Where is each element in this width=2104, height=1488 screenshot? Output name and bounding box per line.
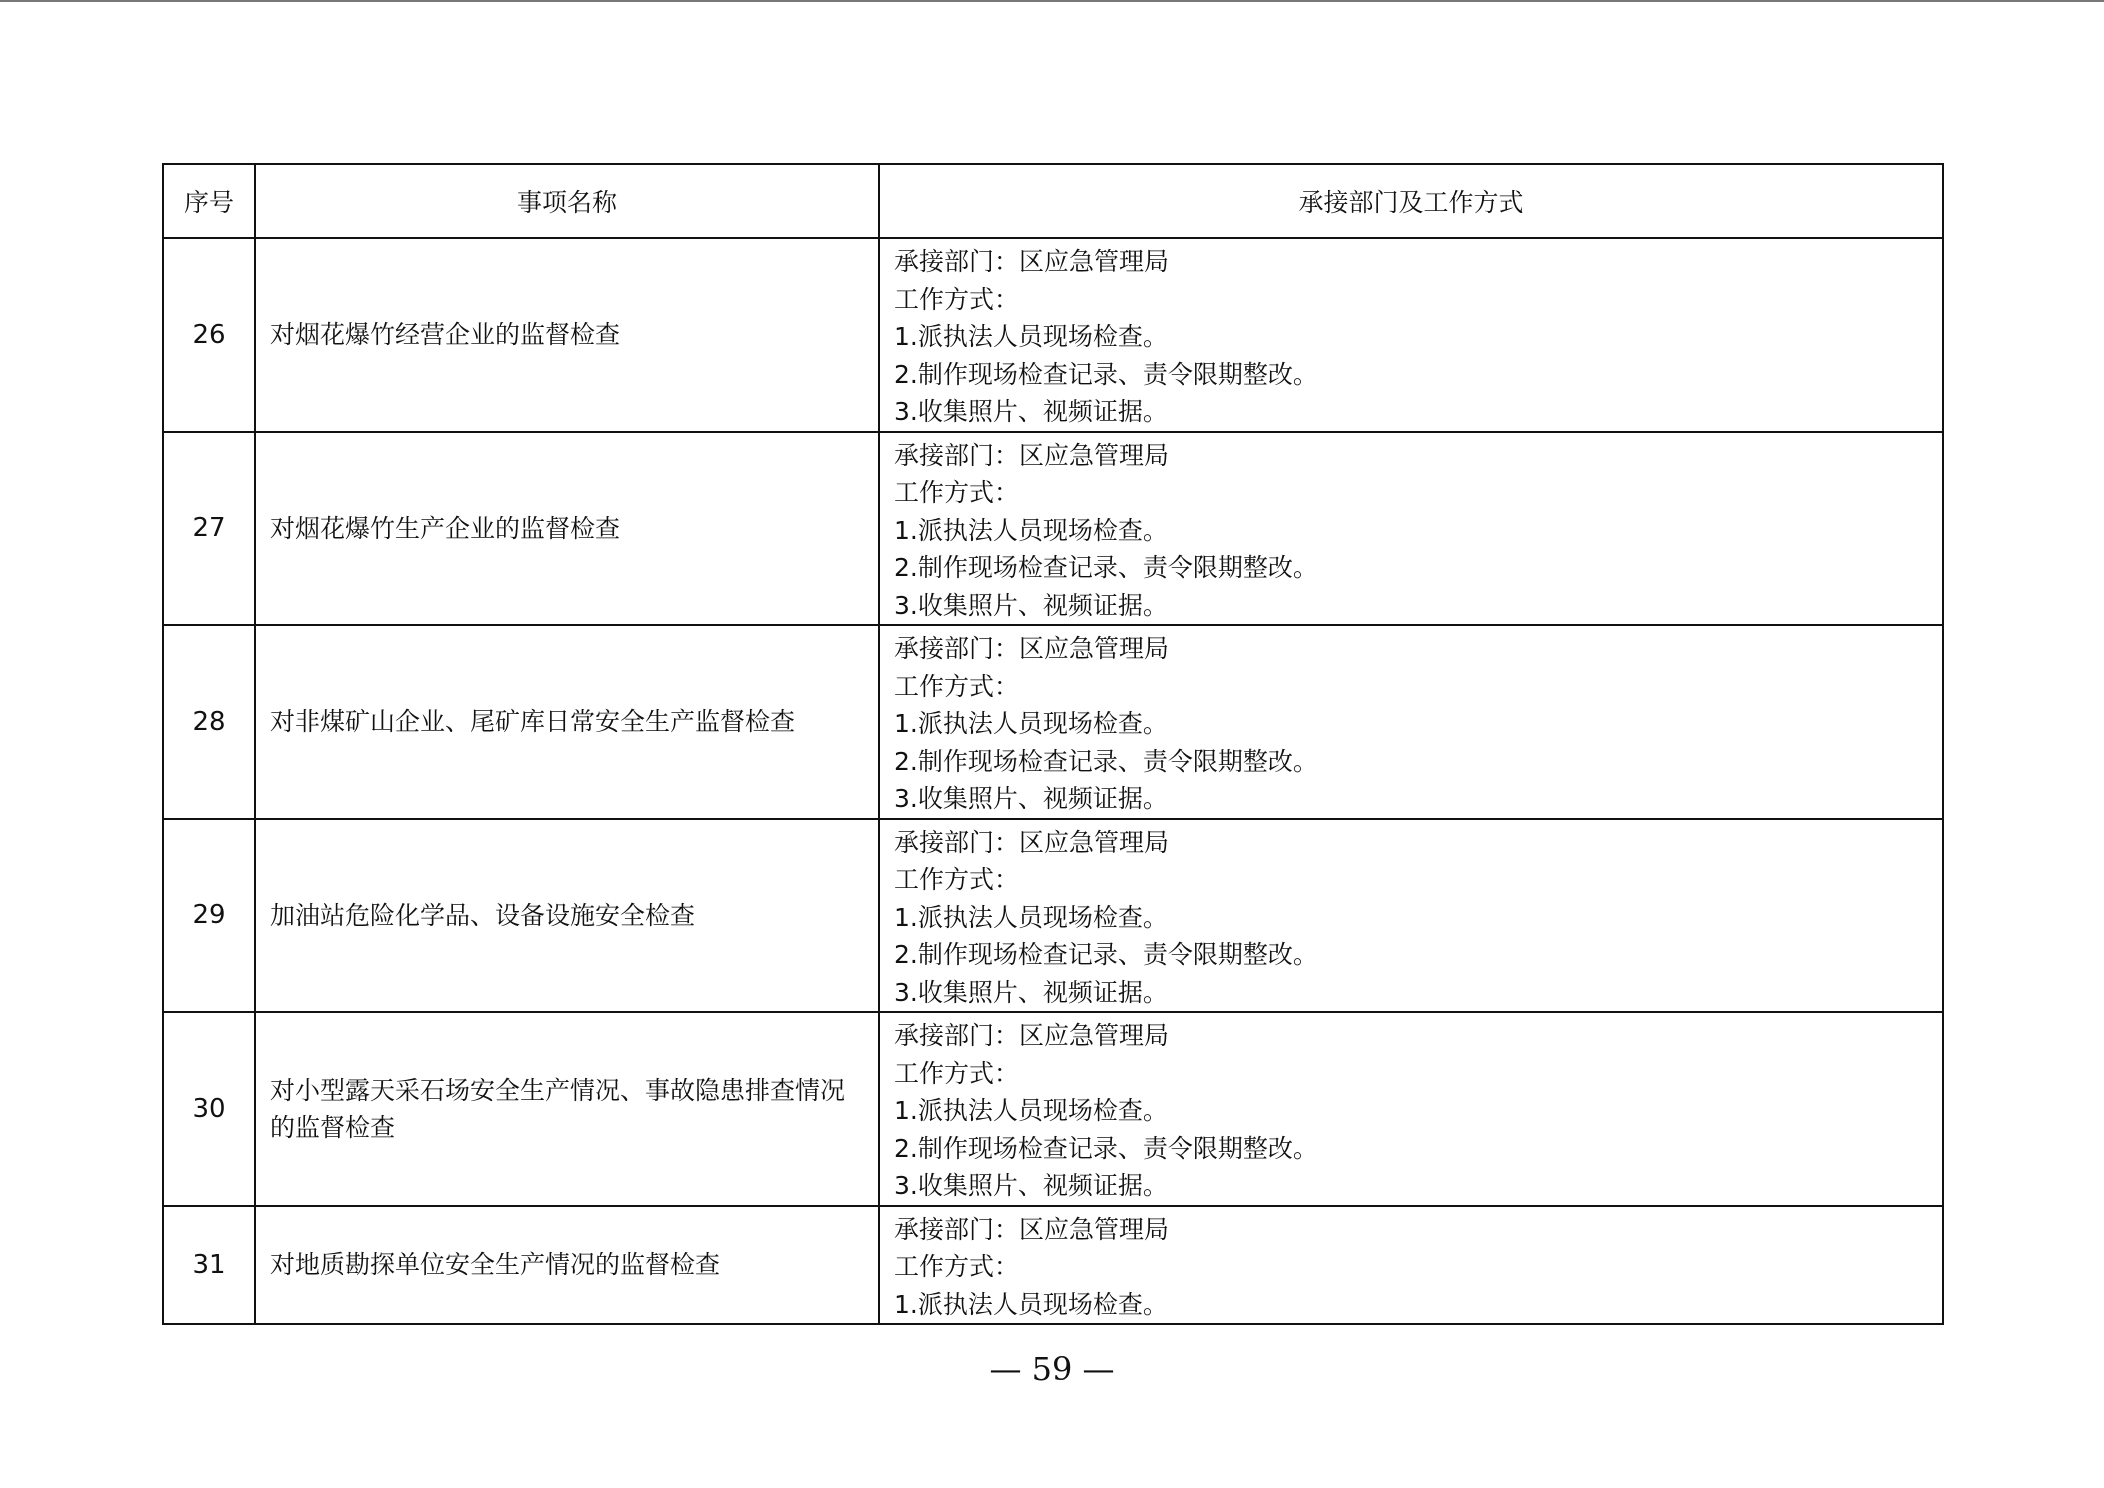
row-number: 26 — [163, 238, 255, 432]
matter-name: 对小型露天采石场安全生产情况、事故隐患排查情况的监督检查 — [255, 1012, 879, 1206]
table-row — [163, 432, 1943, 626]
table-row — [163, 625, 1943, 819]
method-step: 3.收集照片、视频证据。 — [894, 1171, 1168, 1200]
method-step: 3.收集照片、视频证据。 — [894, 590, 1168, 620]
method-label: 工作方式： — [894, 671, 1020, 701]
method-step: 1.派执法人员现场检查。 — [894, 1096, 1168, 1125]
method-step: 1.派执法人员现场检查。 — [894, 1289, 1168, 1319]
row-number: 29 — [163, 819, 255, 1013]
department-line: 承接部门：区应急管理局 — [894, 247, 1170, 276]
department-method — [879, 1206, 1943, 1325]
department-method — [879, 432, 1943, 626]
page-number: — 59 — — [989, 1350, 1115, 1388]
method-label: 工作方式： — [894, 284, 1020, 314]
department-line: 承接部门：区应急管理局 — [894, 1021, 1170, 1050]
department-line: 承接部门：区应急管理局 — [894, 1214, 1170, 1244]
department-line: 承接部门：区应急管理局 — [894, 827, 1170, 857]
row-number: 28 — [163, 625, 255, 819]
method-label: 工作方式： — [894, 1058, 1020, 1088]
department-line: 承接部门：区应急管理局 — [894, 440, 1170, 470]
top-border-line — [0, 0, 2104, 2]
matter-name: 对烟花爆竹经营企业的监督检查 — [255, 238, 879, 432]
table-row — [163, 1012, 1943, 1206]
department-method — [879, 1012, 1943, 1206]
department-method — [879, 238, 1943, 432]
matter-name: 对地质勘探单位安全生产情况的监督检查 — [255, 1206, 879, 1325]
method-step: 1.派执法人员现场检查。 — [894, 322, 1168, 351]
method-step: 2.制作现场检查记录、责令限期整改。 — [894, 1133, 1318, 1163]
method-step: 1.派执法人员现场检查。 — [894, 515, 1168, 545]
matters-table — [162, 163, 1944, 1325]
department-method — [879, 625, 1943, 819]
table-row — [163, 1206, 1943, 1325]
header-department-method: 承接部门及工作方式 — [879, 164, 1943, 238]
table-row — [163, 238, 1943, 432]
method-label: 工作方式： — [894, 865, 1020, 894]
header-serial-number: 序号 — [163, 164, 255, 238]
row-number: 30 — [163, 1012, 255, 1206]
method-step: 3.收集照片、视频证据。 — [894, 784, 1168, 813]
matter-name: 对烟花爆竹生产企业的监督检查 — [255, 432, 879, 626]
method-step: 2.制作现场检查记录、责令限期整改。 — [894, 940, 1318, 969]
matter-name: 对非煤矿山企业、尾矿库日常安全生产监督检查 — [255, 625, 879, 819]
method-step: 2.制作现场检查记录、责令限期整改。 — [894, 359, 1318, 389]
table-header-row — [163, 164, 1943, 238]
method-step: 2.制作现场检查记录、责令限期整改。 — [894, 553, 1318, 582]
method-label: 工作方式： — [894, 478, 1020, 507]
method-label: 工作方式： — [894, 1252, 1020, 1281]
method-step: 3.收集照片、视频证据。 — [894, 977, 1168, 1007]
row-number: 31 — [163, 1206, 255, 1325]
method-step: 2.制作现场检查记录、责令限期整改。 — [894, 746, 1318, 776]
department-line: 承接部门：区应急管理局 — [894, 634, 1170, 663]
method-step: 3.收集照片、视频证据。 — [894, 397, 1168, 426]
matter-name: 加油站危险化学品、设备设施安全检查 — [255, 819, 879, 1013]
header-matter-name: 事项名称 — [255, 164, 879, 238]
method-step: 1.派执法人员现场检查。 — [894, 902, 1168, 932]
department-method — [879, 819, 1943, 1013]
table-row — [163, 819, 1943, 1013]
method-step: 1.派执法人员现场检查。 — [894, 709, 1168, 738]
row-number: 27 — [163, 432, 255, 626]
